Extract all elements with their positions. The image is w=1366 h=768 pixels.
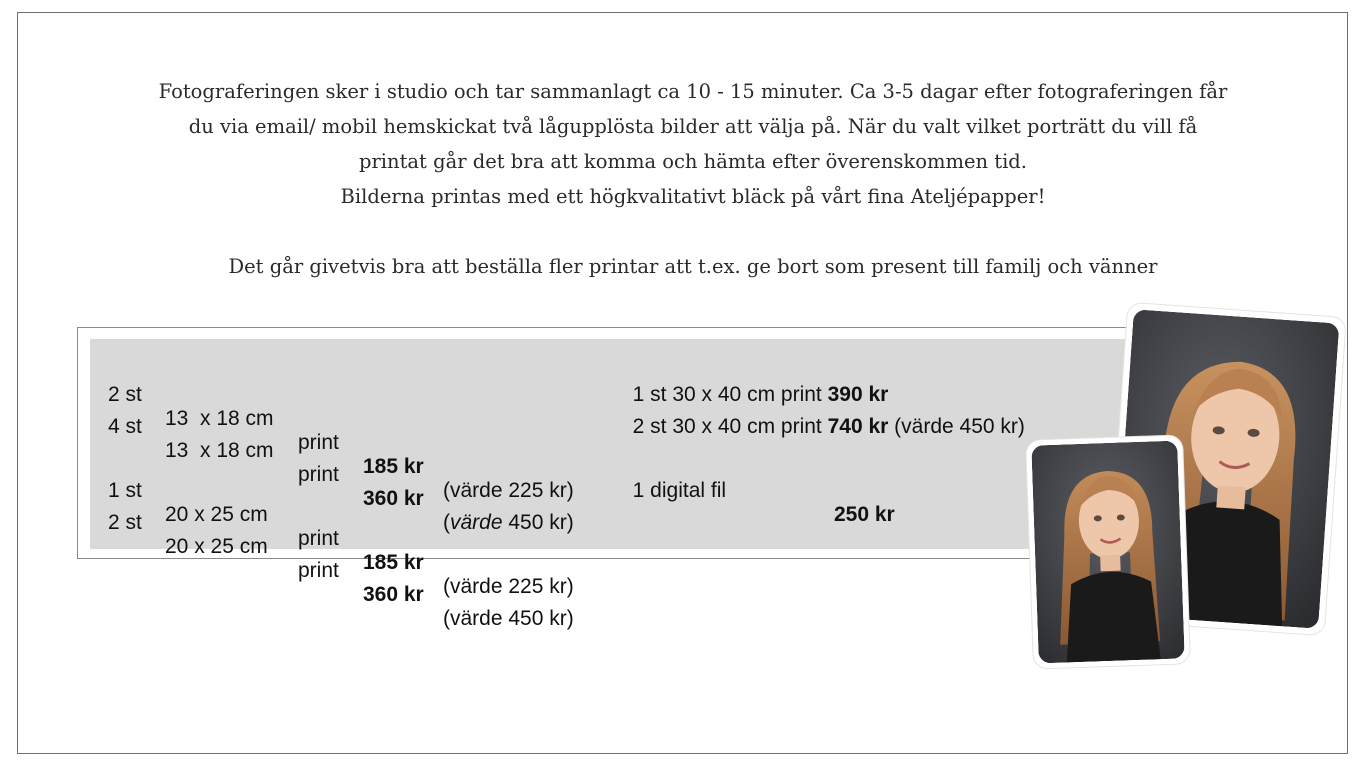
price-row: 1 st 20 x 25 cm print 185 kr (värde 225 kr) xyxy=(108,479,574,598)
intro-line-4: Bilderna printas med ett högkvalitativt bläck på vårt fina Ateljépapper! xyxy=(340,185,1046,208)
price-row: 2 st 13 x 18 cm print 185 kr (värde 225 kr) xyxy=(108,383,574,502)
intro-line-1: Fotograferingen sker i studio och tar sammanlagt ca 10 - 15 minuter. Ca 3-5 dagar efter fotograferingen får xyxy=(158,80,1228,103)
price-row: 4 st 13 x 18 cm print 360 kr (värde 450 kr) xyxy=(108,415,574,534)
intro-line-3: printat går det bra att komma och hämta efter överenskommen tid. xyxy=(359,150,1027,173)
price-row: 2 st 20 x 25 cm print 360 kr (värde 450 kr) xyxy=(108,511,574,630)
price-row: 2 st 30 x 40 cm print 740 kr (värde 450 kr) xyxy=(632,415,1025,438)
intro-text xyxy=(120,74,1266,284)
intro-line-5: Det går givetvis bra att beställa fler printar att t.ex. ge bort som present till familj och vänner xyxy=(228,255,1158,278)
price-row: 1 st 30 x 40 cm print 390 kr xyxy=(632,383,889,406)
intro-line-2: du via email/ mobil hemskickat två lågupplösta bilder att välja på. När du valt vilket porträtt du vill få xyxy=(188,115,1198,138)
price-row: 1 digital fil 250 kr xyxy=(632,479,895,526)
portrait-photo-small xyxy=(1026,435,1190,668)
portrait-image xyxy=(1031,441,1185,664)
